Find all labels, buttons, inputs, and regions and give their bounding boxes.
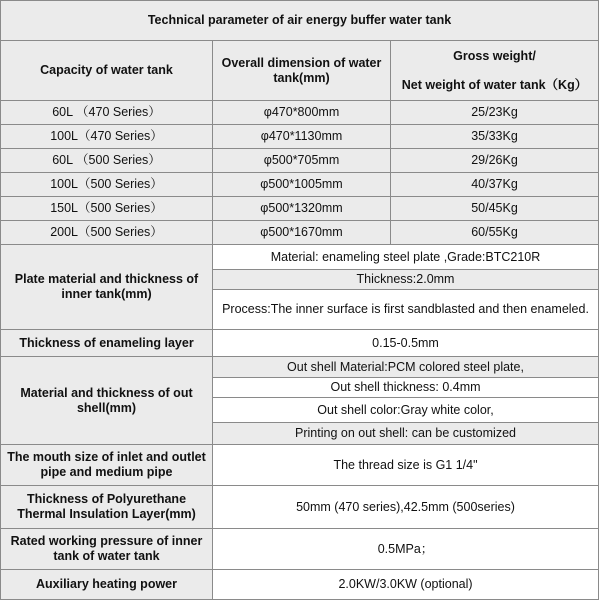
header-weight	[391, 41, 599, 101]
pipe-row	[1, 445, 599, 486]
pipe-value: The thread size is G1 1/4"	[213, 445, 599, 486]
dimension-cell: φ500*1005mm	[213, 173, 391, 197]
insulation-label: Thickness of Polyurethane Thermal Insulation Layer(mm)	[1, 486, 213, 529]
weight-cell: 35/33Kg	[391, 125, 599, 149]
enamel-value: 0.15-0.5mm	[213, 330, 599, 357]
weight-cell: 60/55Kg	[391, 221, 599, 245]
table-row	[1, 197, 599, 221]
weight-cell: 25/23Kg	[391, 101, 599, 125]
pressure-label: Rated working pressure of inner tank of water tank	[1, 529, 213, 570]
table-row	[1, 173, 599, 197]
inner-tank-row	[1, 245, 599, 270]
pipe-label: The mouth size of inlet and outlet pipe and medium pipe	[1, 445, 213, 486]
capacity-cell: 100L（500 Series）	[1, 173, 213, 197]
weight-cell: 40/37Kg	[391, 173, 599, 197]
capacity-cell: 100L（470 Series）	[1, 125, 213, 149]
capacity-cell: 60L （500 Series）	[1, 149, 213, 173]
insulation-row	[1, 486, 599, 529]
out-shell-thickness: Out shell thickness: 0.4mm	[213, 378, 599, 398]
inner-tank-label: Plate material and thickness of inner tank(mm)	[1, 245, 213, 330]
capacity-cell: 200L（500 Series）	[1, 221, 213, 245]
pressure-value: 0.5MPa；	[213, 529, 599, 570]
capacity-cell: 150L（500 Series）	[1, 197, 213, 221]
header-weight-line2: Net weight of water tank（Kg）	[401, 77, 588, 92]
dimension-cell: φ470*800mm	[213, 101, 391, 125]
heating-label: Auxiliary heating power	[1, 570, 213, 600]
header-row	[1, 41, 599, 101]
header-dimension: Overall dimension of water tank(mm)	[213, 41, 391, 101]
out-shell-material: Out shell Material:PCM colored steel plate,	[213, 357, 599, 378]
weight-cell: 50/45Kg	[391, 197, 599, 221]
pressure-row	[1, 529, 599, 570]
heating-row	[1, 570, 599, 600]
table-title: Technical parameter of air energy buffer water tank	[1, 1, 599, 41]
out-shell-label: Material and thickness of out shell(mm)	[1, 357, 213, 445]
heating-value: 2.0KW/3.0KW (optional)	[213, 570, 599, 600]
weight-cell: 29/26Kg	[391, 149, 599, 173]
header-capacity: Capacity of water tank	[1, 41, 213, 101]
inner-tank-thickness: Thickness:2.0mm	[213, 270, 599, 290]
header-weight-line1: Gross weight/	[453, 48, 536, 63]
table-row	[1, 221, 599, 245]
inner-tank-material: Material: enameling steel plate ,Grade:BTC210R	[213, 245, 599, 270]
table-row	[1, 125, 599, 149]
table-row	[1, 149, 599, 173]
insulation-value: 50mm (470 series),42.5mm (500series)	[213, 486, 599, 529]
out-shell-printing: Printing on out shell: can be customized	[213, 423, 599, 445]
dimension-cell: φ500*705mm	[213, 149, 391, 173]
table-row	[1, 101, 599, 125]
capacity-cell: 60L （470 Series）	[1, 101, 213, 125]
enamel-row	[1, 330, 599, 357]
inner-tank-process: Process:The inner surface is first sandblasted and then enameled.	[213, 290, 599, 330]
enamel-label: Thickness of enameling layer	[1, 330, 213, 357]
dimension-cell: φ500*1320mm	[213, 197, 391, 221]
out-shell-color: Out shell color:Gray white color,	[213, 398, 599, 423]
dimension-cell: φ470*1130mm	[213, 125, 391, 149]
out-shell-row	[1, 357, 599, 378]
dimension-cell: φ500*1670mm	[213, 221, 391, 245]
title-row	[1, 1, 599, 41]
